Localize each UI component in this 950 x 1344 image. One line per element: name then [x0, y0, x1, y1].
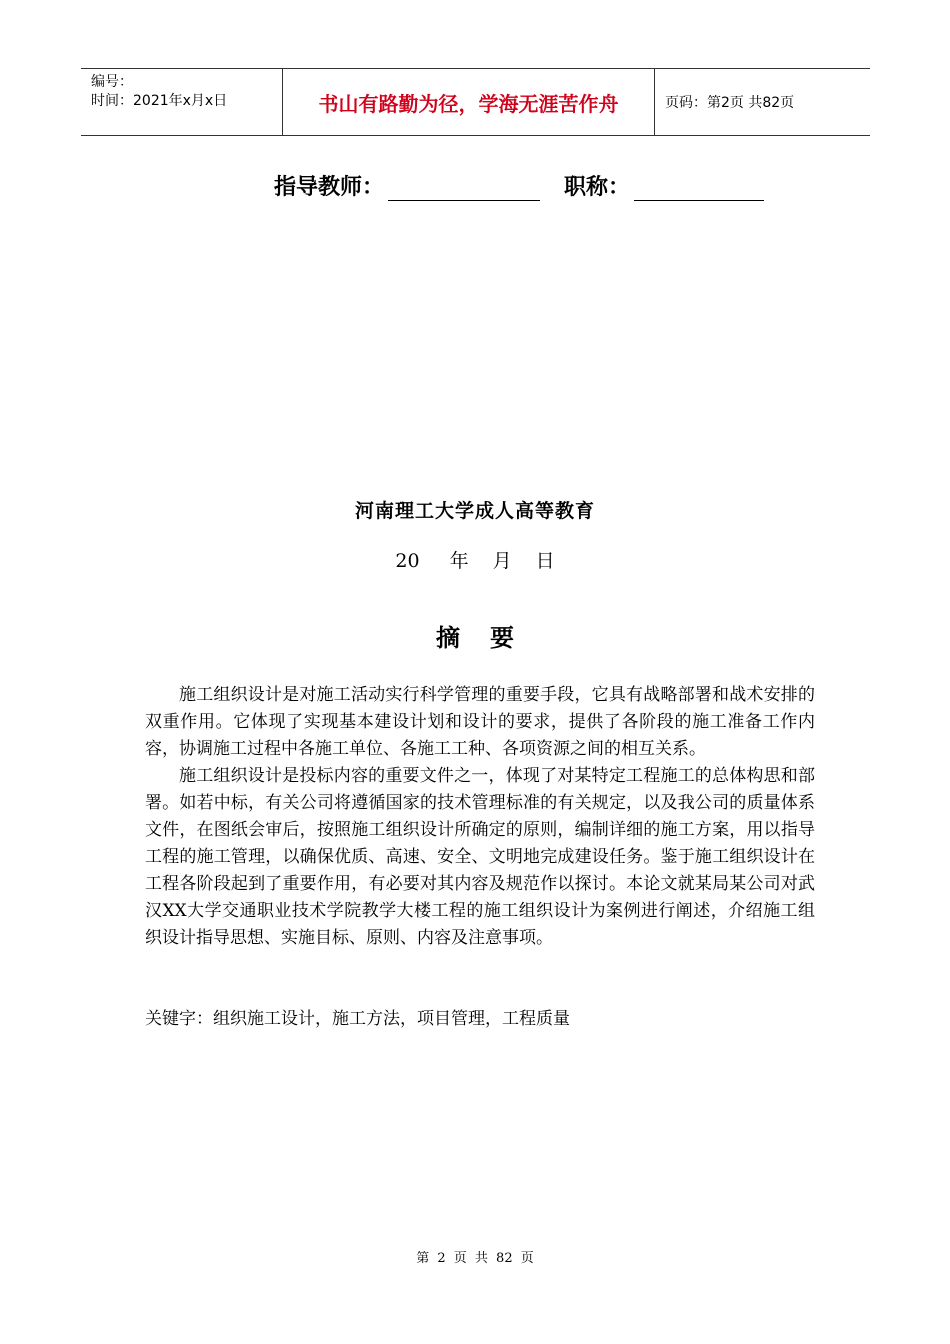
page-footer: 第 2 页 共 82 页 — [416, 1251, 534, 1266]
date-month: 月 — [492, 550, 512, 572]
header-page-cell — [655, 69, 870, 135]
abstract-paragraph-2: 施工组织设计是投标内容的重要文件之一，体现了对某特定工程施工的总体构思和部署。如若中标，有关公司将遵循国家的技术管理标准的有关规定，以及我公司的质量体系文件，在图纸会审后，按照施工组织设计所确定的原则，编制详细的施工方案，用以指导工程的施工管理，以确保优质、高速、安全、文明地完成建设任务。鉴于施工组织设计在工程各阶段起到了重要作用，有必要对其内容及规范作以探讨。本论文就某局某公司对武汉XX大学交通职业技术学院教学大楼工程的施工组织设计为案例进行阐述，介绍施工组织设计指导思想、实施目标、原则、内容及注意事项。 — [145, 766, 815, 948]
header-page-info: 页码：第2页 共82页 — [665, 95, 795, 111]
abstract-paragraph-1: 施工组织设计是对施工活动实行科学管理的重要手段，它具有战略部署和战术安排的双重作用。它体现了实现基本建设计划和设计的要求，提供了各阶段的施工准备工作内容，协调施工过程中各施工单位、各施工工种、各项资源之间的相互关系。 — [145, 685, 815, 759]
advisor-title-label: 职称： — [564, 175, 631, 200]
header-number-label: 编号： — [91, 74, 133, 90]
date-line — [0, 546, 950, 573]
date-day: 日 — [535, 550, 555, 572]
header-motto-cell — [282, 69, 655, 135]
advisor-title-blank — [634, 176, 764, 201]
university-name: 河南理工大学成人高等教育 — [354, 500, 595, 522]
advisor-teacher-blank — [388, 176, 540, 201]
header-meta-cell — [81, 69, 282, 135]
abstract-body — [145, 682, 815, 952]
document-header — [81, 68, 870, 136]
advisor-teacher-label: 指导教师： — [274, 175, 385, 200]
date-year-prefix: 20 — [395, 550, 420, 572]
abstract-title: 摘要 — [436, 623, 544, 652]
keywords-line: 关键字：组织施工设计，施工方法，项目管理，工程质量 — [145, 1009, 570, 1029]
header-time-label: 时间：2021年x月x日 — [91, 93, 228, 109]
header-motto: 书山有路勤为径，学海无涯苦作舟 — [318, 91, 619, 116]
advisor-line — [274, 170, 764, 201]
date-year: 年 — [449, 550, 469, 572]
